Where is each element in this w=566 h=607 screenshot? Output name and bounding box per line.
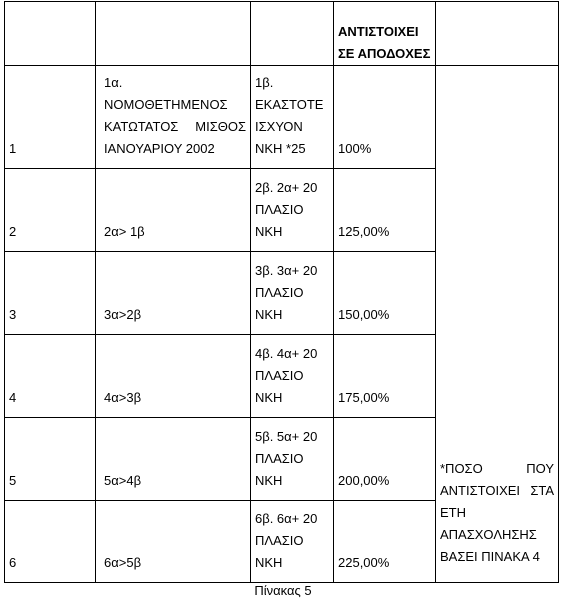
calc-line: ΝΚΗ — [255, 390, 283, 405]
row-number: 4 — [5, 335, 96, 418]
percent-cell: 175,00% — [334, 335, 436, 418]
calc-line: 3β. 3α+ 20 — [255, 263, 318, 278]
calc-cell — [251, 335, 334, 418]
calc-line: 1β. — [255, 75, 274, 90]
row-number: 6 — [5, 501, 96, 583]
note-line: ΕΤΗ — [440, 505, 466, 520]
calc-line: ΝΚΗ — [255, 473, 283, 488]
percent-cell: 125,00% — [334, 169, 436, 252]
table-caption: Πίνακας 5 — [254, 583, 312, 598]
table-row — [5, 66, 559, 169]
base-line: ΚΑΤΩΤΑΤΟΣ ΜΙΣΘΟΣ — [104, 119, 246, 134]
salary-table — [4, 1, 559, 583]
header-line-2: ΣΕ ΑΠΟΔΟΧΕΣ — [338, 46, 431, 61]
calc-cell — [251, 66, 334, 169]
calc-line: ΝΚΗ — [255, 555, 283, 570]
base-line: ΙΑΝΟΥΑΡΙΟΥ 2002 — [104, 141, 215, 156]
note-line: *ΠΟΣΟ ΠΟΥ — [440, 461, 554, 476]
calc-line: 4β. 4α+ 20 — [255, 346, 318, 361]
percent-cell: 200,00% — [334, 418, 436, 501]
calc-line: ΝΚΗ *25 — [255, 141, 306, 156]
row-number: 3 — [5, 252, 96, 335]
base-salary-cell: 3α>2β — [96, 252, 251, 335]
note-line: ΒΑΣΕΙ ΠΙΝΑΚΑ 4 — [440, 549, 540, 564]
calc-line: ΠΛΑΣΙΟ — [255, 451, 304, 466]
calc-line: ΕΚΑΣΤΟΤΕ — [255, 97, 324, 112]
header-cell-1 — [5, 2, 96, 66]
base-salary-cell — [96, 66, 251, 169]
calc-cell — [251, 169, 334, 252]
base-salary-cell: 4α>3β — [96, 335, 251, 418]
calc-line: 5β. 5α+ 20 — [255, 429, 318, 444]
header-cell-3 — [251, 2, 334, 66]
calc-line: ΙΣΧΥΟΝ — [255, 119, 303, 134]
base-salary-cell: 5α>4β — [96, 418, 251, 501]
header-cell-5 — [436, 2, 559, 66]
header-cell-equivalent-pay — [334, 2, 436, 66]
calc-line: ΠΛΑΣΙΟ — [255, 202, 304, 217]
header-line-1: ΑΝΤΙΣΤΟΙΧΕΙ — [338, 24, 419, 39]
row-number: 5 — [5, 418, 96, 501]
note-cell — [436, 66, 559, 583]
row-number: 1 — [5, 66, 96, 169]
percent-cell: 150,00% — [334, 252, 436, 335]
percent-cell: 100% — [334, 66, 436, 169]
calc-line: 6β. 6α+ 20 — [255, 511, 318, 526]
calc-line: 2β. 2α+ 20 — [255, 180, 318, 195]
base-salary-cell: 6α>5β — [96, 501, 251, 583]
note-line: ΑΠΑΣΧΟΛΗΣΗΣ — [440, 527, 537, 542]
calc-cell — [251, 252, 334, 335]
calc-cell — [251, 501, 334, 583]
calc-line: ΝΚΗ — [255, 224, 283, 239]
note-line: ΑΝΤΙΣΤΟΙΧΕΙ ΣΤΑ — [440, 483, 554, 498]
header-cell-2 — [96, 2, 251, 66]
calc-line: ΠΛΑΣΙΟ — [255, 285, 304, 300]
calc-line: ΠΛΑΣΙΟ — [255, 368, 304, 383]
calc-cell — [251, 418, 334, 501]
percent-cell: 225,00% — [334, 501, 436, 583]
row-number: 2 — [5, 169, 96, 252]
base-line: ΝΟΜΟΘΕΤΗΜΕΝΟΣ — [104, 97, 228, 112]
base-salary-cell: 2α> 1β — [96, 169, 251, 252]
header-row — [5, 2, 559, 66]
calc-line: ΝΚΗ — [255, 307, 283, 322]
base-line: 1α. — [104, 75, 123, 90]
calc-line: ΠΛΑΣΙΟ — [255, 533, 304, 548]
